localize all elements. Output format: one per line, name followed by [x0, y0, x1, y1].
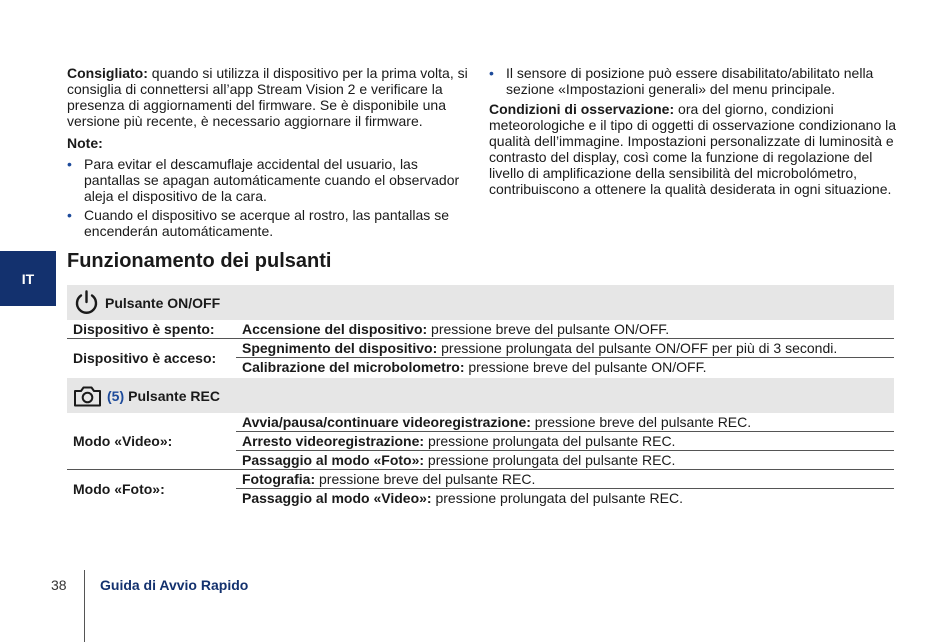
bullet-icon: • [489, 65, 494, 81]
notes-list [67, 156, 475, 239]
power-button-title: Pulsante ON/OFF [105, 294, 221, 311]
bullet-item: • Il sensore di posizione può essere disabilitato/abilitato nella sezione «Impostazioni generali» del menu principale. [489, 65, 874, 97]
power-icon [73, 289, 100, 316]
recommended-text: quando si utilizza il dispositivo per la prima volta, si consiglia di connettersi all’app Stream Vision 2 e verificare la presenza di aggiornamenti del firmware. Se è disponibile una versione più recente, è necessario aggiornare il firmware. [67, 65, 468, 129]
power-button-header [67, 285, 894, 320]
group-label: Modo «Foto»: [73, 480, 165, 497]
table-row: Passaggio al modo «Video»: pressione prolungata del pulsante REC. [236, 488, 894, 507]
rec-button-title: Pulsante REC [128, 387, 220, 404]
page-number: 38 [51, 577, 67, 593]
table-row: Spegnimento del dispositivo: pressione prolungata del pulsante ON/OFF per più di 3 secondi. [242, 340, 838, 356]
group-label: Modo «Video»: [73, 433, 173, 449]
rec-button-header [67, 378, 894, 413]
conditions-label: Condizioni di osservazione: [489, 101, 675, 117]
table-row: Accensione del dispositivo: pressione breve del pulsante ON/OFF. [242, 321, 670, 337]
table-row: Arresto videoregistrazione: pressione prolungata del pulsante REC. [236, 431, 894, 450]
conditions-paragraph [489, 101, 899, 197]
recommended-paragraph [67, 65, 475, 129]
guide-title: Guida di Avvio Rapido [100, 577, 249, 593]
rec-button-number: (5) [107, 387, 125, 404]
conditions-text: ora del giorno, condizioni meteorologiche e il tipo di oggetti di osservazione condizionano la qualità dell’immagine. Impostazioni personalizzate di luminosità e contrasto del display, così come la funzione di regolazione del livello di amplificazione della sensibilità del microbolómetro, contribuiscono a ottenere la qualità desiderata in ogni situazione. [489, 101, 897, 197]
buttons-table [67, 285, 894, 507]
power-off-group [67, 320, 894, 338]
notes-title: Note: [67, 135, 103, 151]
recommended-label: Consigliato: [67, 65, 148, 81]
section-title: Funzionamento dei pulsanti [67, 250, 332, 272]
table-row: Passaggio al modo «Foto»: pressione prolungata del pulsante REC. [236, 450, 894, 469]
table-row: Fotografia: pressione breve del pulsante REC. [242, 471, 536, 487]
bullet-icon: • [67, 156, 72, 172]
left-column [67, 65, 475, 242]
table-row: Calibrazione del microbolometro: pressione breve del pulsante ON/OFF. [236, 357, 894, 376]
note-item: • Cuando el dispositivo se acerque al rostro, las pantallas se encenderán automáticamente. [67, 207, 449, 239]
video-mode-group [67, 413, 894, 469]
right-column [489, 65, 899, 203]
bullet-icon: • [67, 207, 72, 223]
group-label: Dispositivo è acceso: [73, 349, 217, 366]
photo-mode-group [67, 469, 894, 507]
table-row: Avvia/pausa/continuare videoregistrazione: pressione breve del pulsante REC. [242, 414, 752, 430]
power-on-group [67, 338, 894, 376]
right-bullets [489, 65, 899, 97]
language-tab: IT [0, 251, 56, 306]
camera-icon [73, 384, 102, 408]
note-item: • Para evitar el descamuflaje accidental del usuario, las pantallas se apagan automáticamente cuando el observador aleja el dispositivo de la cara. [67, 156, 460, 204]
group-label: Dispositivo è spento: [73, 321, 215, 337]
footer-divider [84, 570, 85, 642]
